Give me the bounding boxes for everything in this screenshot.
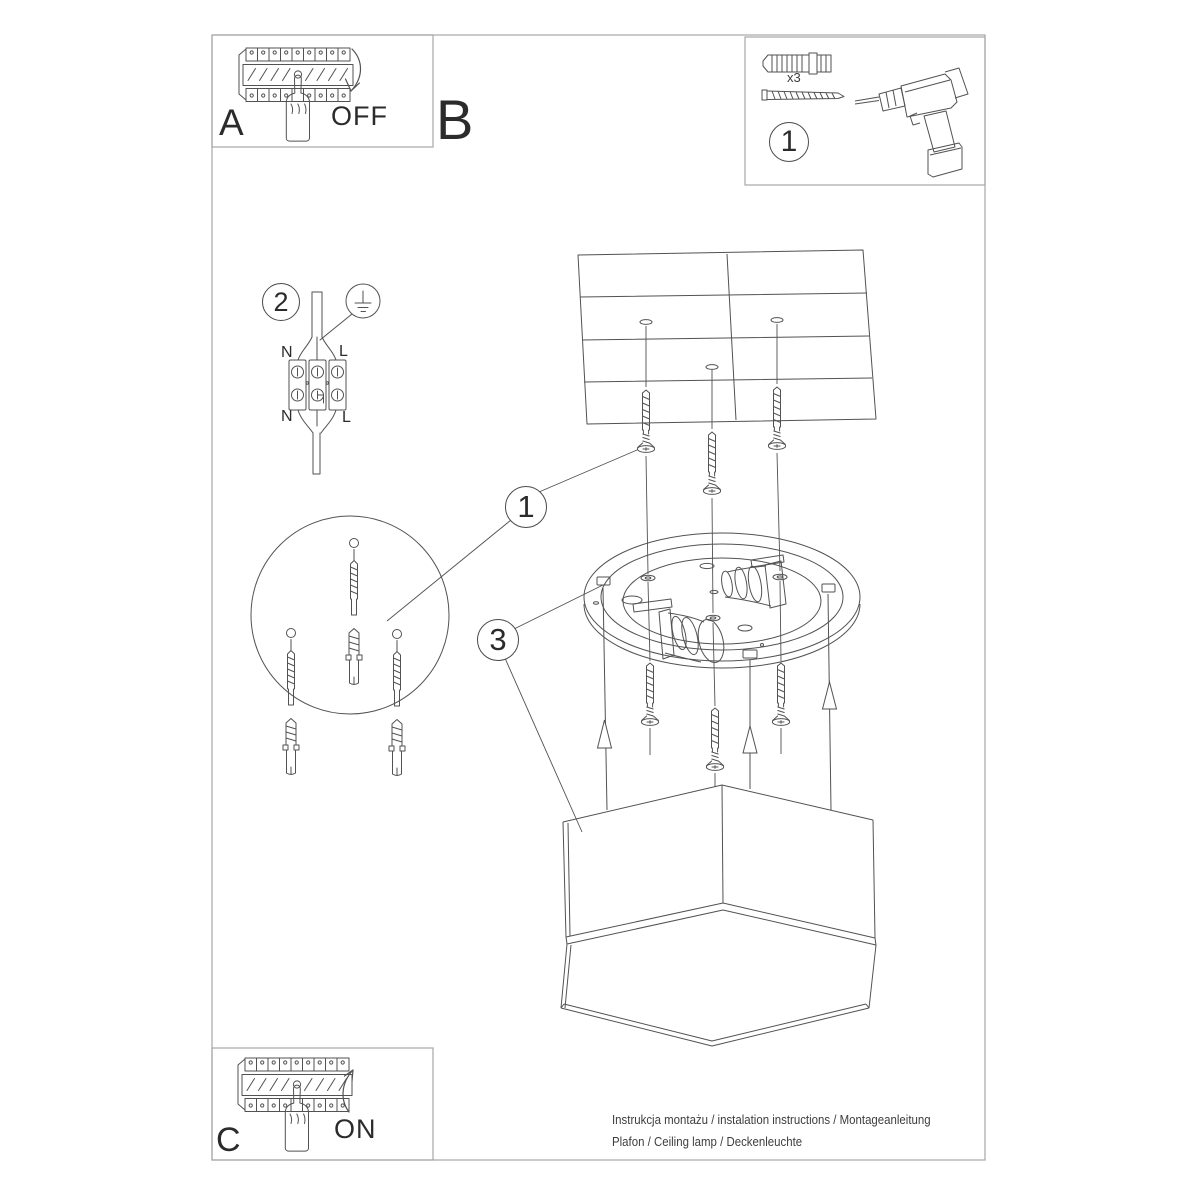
wire-label-l-bottom: L [342,409,351,426]
anchors-callout-badge: 1 [505,486,547,528]
parts-box [745,37,985,185]
step-b-label: B [436,88,474,151]
drill-icon [855,68,968,177]
ceiling-panel [578,250,876,424]
step-c-label: C [216,1121,241,1159]
sheet-border [212,35,985,1160]
ground-symbol [320,284,380,340]
plate-screws [641,581,789,787]
hexagonal-shade [561,785,876,1046]
terminal-block [289,292,346,474]
step-a-label: A [219,102,244,143]
wire-label-l-top: L [339,343,348,360]
wire-label-n-bottom: N [281,408,293,425]
wire-label-n-top: N [281,344,293,361]
breaker-off-label: OFF [331,101,388,131]
footer-line-1: Instrukcja montażu / instalation instructions / Montageanleitung [612,1112,931,1127]
parts-step-badge: 1 [769,122,809,162]
anchor-detail-circle [251,516,449,776]
lamp-socket-right-icon [720,561,786,608]
screw-icon [762,90,844,100]
ceiling-screws [637,324,785,613]
wiring-callout-badge: 2 [262,283,300,321]
footer-line-2: Plafon / Ceiling lamp / Deckenleuchte [612,1134,803,1149]
mounting-plate [584,533,860,668]
assembly-arrows [598,588,837,810]
shade-callout-badge: 3 [477,619,519,661]
anchor-quantity-label: x3 [787,70,801,85]
breaker-on-label: ON [334,1114,377,1144]
